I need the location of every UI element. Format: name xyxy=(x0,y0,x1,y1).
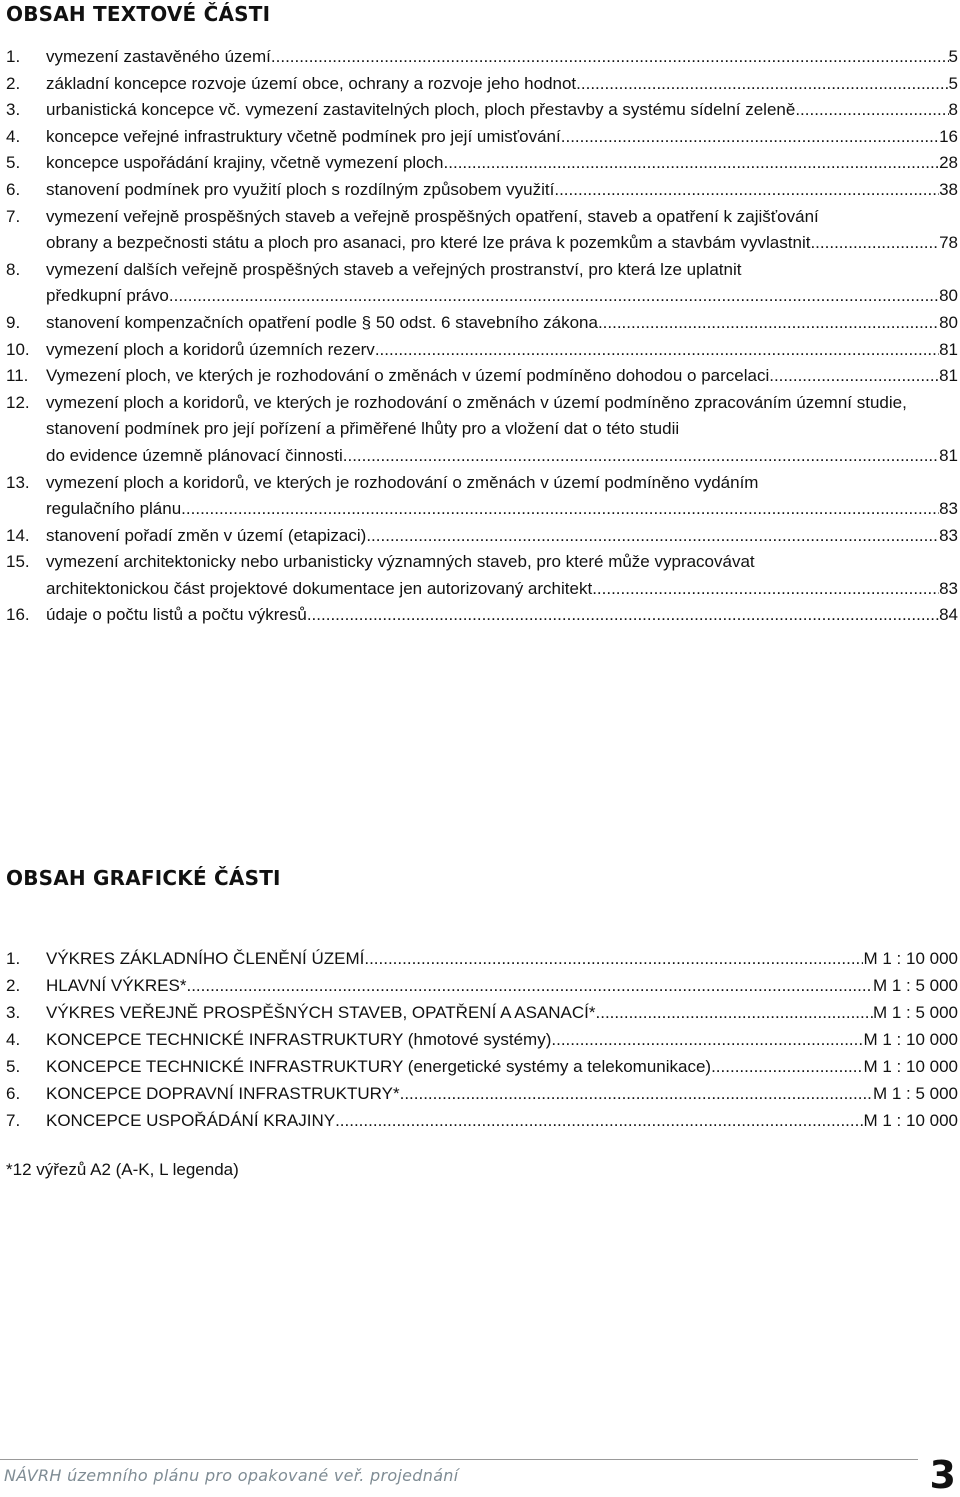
toc-entry-number: 15. xyxy=(6,552,30,572)
toc-entry-body xyxy=(46,71,958,98)
toc-entry-body xyxy=(46,44,958,71)
footer-title: NÁVRH územního plánu pro opakované veř. projednání xyxy=(4,1466,459,1485)
toc-entry-page: 81 xyxy=(939,445,958,465)
graphic-part-heading: OBSAH GRAFICKÉ ČÁSTI xyxy=(6,866,281,890)
toc-entry[interactable] xyxy=(6,549,958,602)
toc-entry-title: VÝKRES VEŘEJNĚ PROSPĚŠNÝCH STAVEB, OPATŘENÍ A ASANACÍ* xyxy=(46,1003,596,1022)
toc-entry-page: 28 xyxy=(939,153,958,173)
toc-entry-number: 8. xyxy=(6,259,21,279)
toc-entry[interactable] xyxy=(6,97,958,124)
toc-entry-title: základní koncepce rozvoje území obce, ochrany a rozvoje jeho hodnot xyxy=(46,73,577,93)
dot-leader xyxy=(343,443,939,470)
toc-entry-last-line xyxy=(46,97,958,124)
toc-entry-last-line xyxy=(46,972,958,999)
toc-entry-title: KONCEPCE DOPRAVNÍ INFRASTRUKTURY* xyxy=(46,1084,400,1103)
toc-entry-page: M 1 : 5 000 xyxy=(872,976,958,995)
toc-entry-number: 7. xyxy=(6,206,21,226)
toc-entry-last-line xyxy=(46,124,958,151)
dot-leader xyxy=(596,999,873,1026)
toc-entry-number: 6. xyxy=(6,1084,21,1103)
toc-entry-page: 83 xyxy=(939,578,958,598)
toc-entry-last-line xyxy=(46,1053,958,1080)
toc-entry-last-line xyxy=(46,230,958,257)
toc-entry-body xyxy=(46,97,958,124)
toc-entry[interactable] xyxy=(6,1053,958,1080)
dot-leader xyxy=(366,523,939,550)
toc-entry-number: 3. xyxy=(6,100,21,120)
toc-entry-number: 12. xyxy=(6,392,30,412)
dot-leader xyxy=(598,310,939,337)
dot-leader xyxy=(810,230,939,257)
toc-entry-number: 9. xyxy=(6,312,21,332)
toc-entry-body xyxy=(46,363,958,390)
dot-leader xyxy=(307,602,939,629)
toc-entry-last-line xyxy=(46,602,958,629)
toc-entry-last-line xyxy=(46,337,958,364)
toc-entry-body xyxy=(46,972,958,999)
toc-entry-title: vymezení zastavěného území xyxy=(46,47,271,66)
toc-entry-body xyxy=(46,124,958,151)
toc-entry-body xyxy=(46,549,958,602)
toc-entry-number: 3. xyxy=(6,1003,21,1022)
toc-entry-number: 2. xyxy=(6,73,21,93)
toc-entry-page: 8 xyxy=(948,100,958,120)
toc-entry-last-line xyxy=(46,283,958,310)
toc-entry-body xyxy=(46,1080,958,1107)
toc-entry[interactable] xyxy=(6,1107,958,1134)
toc-entry-title-start: vymezení architektonicky nebo urbanisticky významných staveb, pro které může vypracovávat xyxy=(46,552,755,572)
toc-entry[interactable] xyxy=(6,523,958,550)
text-part-toc xyxy=(6,44,958,629)
toc-entry-page: M 1 : 10 000 xyxy=(863,1111,958,1130)
toc-entry-page: 80 xyxy=(939,312,958,332)
toc-entry-body xyxy=(46,150,958,177)
toc-entry-title: KONCEPCE TECHNICKÉ INFRASTRUKTURY (hmotové systémy) xyxy=(46,1030,552,1049)
toc-entry-number: 13. xyxy=(6,472,30,492)
toc-entry-body xyxy=(46,999,958,1026)
dot-leader xyxy=(444,150,940,177)
toc-entry[interactable] xyxy=(6,204,958,257)
toc-entry-body xyxy=(46,470,958,523)
toc-entry-page: 16 xyxy=(939,126,958,146)
toc-entry-page: 38 xyxy=(939,179,958,199)
toc-entry[interactable] xyxy=(6,602,958,629)
toc-entry[interactable] xyxy=(6,71,958,98)
dot-leader xyxy=(169,283,939,310)
toc-entry-last-line xyxy=(46,1107,958,1134)
toc-entry-last-line xyxy=(46,1080,958,1107)
toc-entry[interactable] xyxy=(6,363,958,390)
toc-entry[interactable] xyxy=(6,150,958,177)
toc-entry[interactable] xyxy=(6,470,958,523)
graphic-part-entries xyxy=(6,945,958,1134)
dot-leader xyxy=(576,71,948,98)
dot-leader xyxy=(795,97,948,124)
toc-entry-body xyxy=(46,602,958,629)
toc-entry-title: urbanistická koncepce vč. vymezení zastavitelných ploch, ploch přestavby a systému sídelní zeleně xyxy=(46,100,796,120)
graphic-part-toc xyxy=(6,945,958,1134)
toc-entry-number: 7. xyxy=(6,1111,21,1130)
toc-entry[interactable] xyxy=(6,1080,958,1107)
toc-entry-last-line xyxy=(46,999,958,1026)
toc-entry-last-line xyxy=(46,71,958,98)
toc-entry-last-line xyxy=(46,310,958,337)
toc-entry-title: stanovení kompenzačních opatření podle § 50 odst. 6 stavebního zákona xyxy=(46,312,598,332)
toc-entry-number: 5. xyxy=(6,1057,21,1076)
toc-entry-title: obrany a bezpečnosti státu a ploch pro asanaci, pro které lze práva k pozemkům a stavbám vyvlastnit xyxy=(46,233,811,253)
dot-leader xyxy=(554,177,939,204)
toc-entry-number: 4. xyxy=(6,126,21,146)
toc-entry[interactable] xyxy=(6,972,958,999)
toc-entry-number: 6. xyxy=(6,179,21,199)
toc-entry[interactable] xyxy=(6,124,958,151)
toc-entry-body xyxy=(46,204,958,257)
dot-leader xyxy=(769,363,939,390)
toc-entry-title: předkupní právo xyxy=(46,286,169,306)
dot-leader xyxy=(181,496,939,523)
toc-entry-title: stanovení podmínek pro využití ploch s rozdílným způsobem využití xyxy=(46,179,555,199)
toc-entry-last-line xyxy=(46,150,958,177)
toc-entry-body xyxy=(46,523,958,550)
toc-entry-page: M 1 : 10 000 xyxy=(863,949,958,968)
toc-entry-last-line xyxy=(46,1026,958,1053)
toc-entry-title: KONCEPCE USPOŘÁDÁNÍ KRAJINY xyxy=(46,1111,336,1130)
dot-leader xyxy=(186,972,872,999)
toc-entry[interactable] xyxy=(6,945,958,972)
dot-leader xyxy=(335,1107,863,1134)
toc-entry-last-line xyxy=(46,523,958,550)
toc-entry-page: 83 xyxy=(939,525,958,545)
text-part-heading: OBSAH TEXTOVÉ ČÁSTI xyxy=(6,2,271,26)
toc-entry-page: M 1 : 5 000 xyxy=(872,1084,958,1103)
toc-entry-title: KONCEPCE TECHNICKÉ INFRASTRUKTURY (energetické systémy a telekomunikace) xyxy=(46,1057,712,1076)
toc-entry-title: vymezení ploch a koridorů územních rezerv xyxy=(46,339,375,359)
dot-leader xyxy=(271,44,949,71)
toc-entry-last-line xyxy=(46,496,958,523)
toc-entry-number: 16. xyxy=(6,605,30,625)
toc-entry-last-line xyxy=(46,945,958,972)
toc-entry-title: do evidence územně plánovací činnosti xyxy=(46,445,343,465)
toc-entry-body xyxy=(46,337,958,364)
toc-entry[interactable] xyxy=(6,310,958,337)
toc-entry-page: 81 xyxy=(939,366,958,386)
toc-entry-number: 2. xyxy=(6,976,21,995)
dot-leader xyxy=(400,1080,873,1107)
toc-entry-page: M 1 : 5 000 xyxy=(872,1003,958,1022)
toc-entry-title: architektonickou část projektové dokumentace jen autorizovaný architekt xyxy=(46,578,593,598)
toc-entry-last-line xyxy=(46,363,958,390)
toc-entry-page: 78 xyxy=(939,233,958,253)
toc-entry-title: Vymezení ploch, ve kterých je rozhodování o změnách v území podmíněno dohodou o parcelaci xyxy=(46,366,770,386)
toc-entry-last-line xyxy=(46,44,958,71)
toc-entry[interactable] xyxy=(6,1026,958,1053)
toc-entry-body xyxy=(46,310,958,337)
toc-entry[interactable] xyxy=(6,177,958,204)
toc-entry-title-start: vymezení ploch a koridorů, ve kterých je rozhodování o změnách v území podmíněno vydáním xyxy=(46,472,759,492)
toc-entry[interactable] xyxy=(6,44,958,71)
toc-entry-number: 10. xyxy=(6,339,30,359)
toc-entry-title: VÝKRES ZÁKLADNÍHO ČLENĚNÍ ÚZEMÍ xyxy=(46,949,365,968)
toc-entry-body xyxy=(46,177,958,204)
toc-entry-title: údaje o počtu listů a počtu výkresů xyxy=(46,605,307,625)
toc-entry-last-line xyxy=(46,443,958,470)
toc-entry-page: M 1 : 10 000 xyxy=(863,1057,958,1076)
toc-entry-last-line xyxy=(46,576,958,603)
text-part-entries xyxy=(6,44,958,629)
toc-entry-title: stanovení pořadí změn v území (etapizaci) xyxy=(46,525,367,545)
toc-entry-number: 14. xyxy=(6,525,30,545)
toc-entry-number: 1. xyxy=(6,949,21,968)
toc-entry-number: 11. xyxy=(6,366,29,386)
toc-entry-last-line xyxy=(46,177,958,204)
toc-entry-title-start: vymezení veřejně prospěšných staveb a veřejně prospěšných opatření, staveb a opatření k zajišťování xyxy=(46,206,819,226)
dot-leader xyxy=(592,576,939,603)
toc-entry-title: HLAVNÍ VÝKRES* xyxy=(46,976,187,995)
toc-entry-title: koncepce veřejné infrastruktury včetně podmínek pro její umisťování xyxy=(46,126,561,146)
toc-entry-title: koncepce uspořádání krajiny, včetně vymezení ploch xyxy=(46,153,444,173)
toc-entry-page: 5 xyxy=(948,47,958,66)
dot-leader xyxy=(711,1053,863,1080)
toc-entry-body xyxy=(46,1053,958,1080)
dot-leader xyxy=(551,1026,863,1053)
toc-entry[interactable] xyxy=(6,257,958,310)
toc-entry-page: M 1 : 10 000 xyxy=(863,1030,958,1049)
toc-entry-body xyxy=(46,257,958,310)
toc-entry-body xyxy=(46,945,958,972)
drawing-note: *12 výřezů A2 (A-K, L legenda) xyxy=(6,1160,239,1179)
toc-entry-page: 84 xyxy=(939,605,958,625)
toc-entry-number: 5. xyxy=(6,153,21,173)
footer-divider xyxy=(0,1459,918,1460)
toc-entry-page: 83 xyxy=(939,499,958,519)
toc-entry-number: 1. xyxy=(6,47,21,66)
toc-entry-page: 5 xyxy=(948,73,958,93)
toc-entry[interactable] xyxy=(6,999,958,1026)
toc-entry-page: 80 xyxy=(939,286,958,306)
toc-entry[interactable] xyxy=(6,337,958,364)
toc-entry-body xyxy=(46,390,958,470)
dot-leader xyxy=(561,124,939,151)
toc-entry-title-start: vymezení dalších veřejně prospěšných staveb a veřejných prostranství, pro která lze uplatnit xyxy=(46,259,742,279)
toc-entry-title-start: vymezení ploch a koridorů, ve kterých je rozhodování o změnách v území podmíněno zpracováním územní studie, stanovení podmínek pro její pořízení a přiměřené lhůty pro a vložení dat o této studii xyxy=(46,392,907,439)
toc-entry-number: 4. xyxy=(6,1030,21,1049)
toc-entry-body xyxy=(46,1107,958,1134)
toc-entry-title: regulačního plánu xyxy=(46,499,182,519)
dot-leader xyxy=(364,945,863,972)
toc-entry[interactable] xyxy=(6,390,958,470)
toc-entry-page: 81 xyxy=(939,339,958,359)
dot-leader xyxy=(375,337,939,364)
page-number: 3 xyxy=(929,1453,956,1497)
toc-entry-body xyxy=(46,1026,958,1053)
